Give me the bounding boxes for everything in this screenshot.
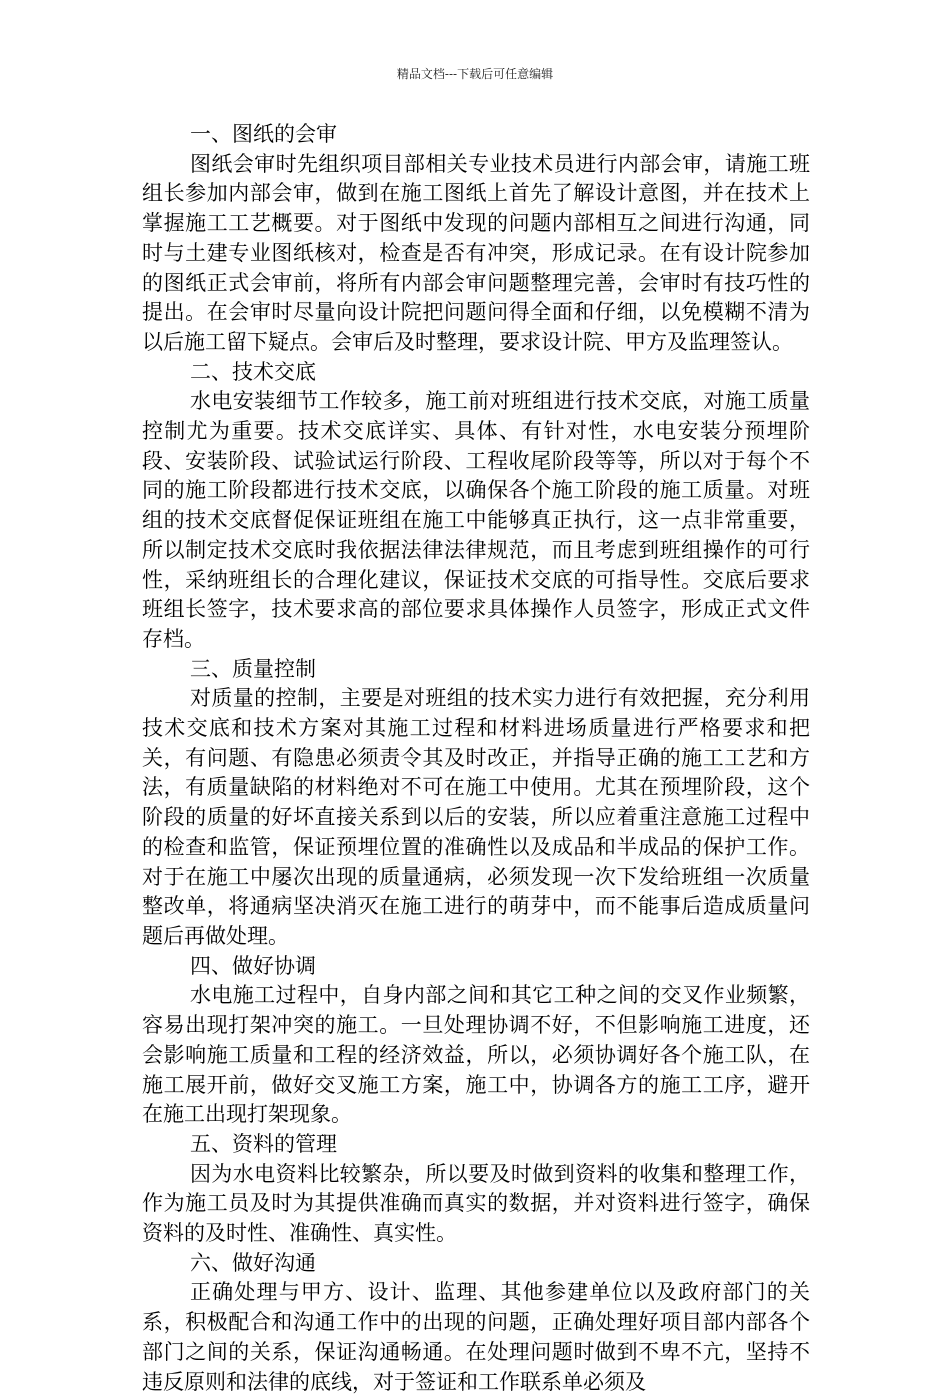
section-heading: 一、图纸的会审	[190, 122, 337, 146]
section-paragraph: 对质量的控制，主要是对班组的技术实力进行有效把握，充分利用技术交底和技术方案对其施工过程和材料进场质量进行严格要求和把关，有问题、有隐患必须责令其及时改正，并指导正确的施工工艺和方法，有质量缺陷的材料绝对不可在施工中使用。尤其在预埋阶段，这个阶段的质量的好坏直接关系到以后的安装，所以应着重注意施工过程中的检查和监管，保证预埋位置的准确性以及成品和半成品的保护工作。对于在施工中屡次出现的质量通病，必须发现一次下发给班组一次质量整改单，将通病坚决消灭在施工进行的萌芽中，而不能事后造成质量问题后再做处理。	[142, 686, 810, 948]
section-coordination	[142, 952, 810, 1130]
section-document-management	[142, 1130, 810, 1249]
section-heading: 六、做好沟通	[190, 1250, 316, 1275]
section-quality-control	[142, 655, 810, 952]
section-paragraph: 正确处理与甲方、设计、监理、其他参建单位以及政府部门的关系，积极配合和沟通工作中的出现的问题，正确处理好项目部内部各个部门之间的关系，保证沟通畅通。在处理问题时做到不卑不亢，坚持不违反原则和法律的底线，对于签证和工作联系单必须及	[142, 1280, 810, 1394]
page-header: 精品文档---下载后可任意编辑	[396, 67, 554, 81]
section-paragraph: 因为水电资料比较繁杂，所以要及时做到资料的收集和整理工作，作为施工员及时为其提供准确而真实的数据，并对资料进行签字，确保资料的及时性、准确性、真实性。	[142, 1161, 810, 1246]
section-heading: 二、技术交底	[190, 359, 316, 384]
section-technical-briefing	[142, 358, 810, 655]
section-heading: 三、质量控制	[190, 656, 316, 681]
section-drawing-review	[142, 120, 810, 358]
section-heading: 五、资料的管理	[190, 1131, 337, 1156]
section-paragraph: 水电施工过程中，自身内部之间和其它工种之间的交叉作业频繁，容易出现打架冲突的施工。一旦处理协调不好，不但影响施工进度，还会影响施工质量和工程的经济效益，所以，必须协调好各个施工队，在施工展开前，做好交叉施工方案，施工中，协调各方的施工工序，避开在施工出现打架现象。	[142, 983, 810, 1127]
section-communication	[142, 1249, 810, 1397]
section-heading: 四、做好协调	[190, 953, 316, 978]
section-paragraph: 水电安装细节工作较多，施工前对班组进行技术交底，对施工质量控制尤为重要。技术交底详实、具体、有针对性，水电安装分预埋阶段、安装阶段、试验试运行阶段、工程收尾阶段等等，所以对于每个不同的施工阶段都进行技术交底，以确保各个施工阶段的施工质量。对班组的技术交底督促保证班组在施工中能够真正执行，这一点非常重要，所以制定技术交底时我依据法律法律规范，而且考虑到班组操作的可行性，采纳班组长的合理化建议，保证技术交底的可指导性。交底后要求班组长签字，技术要求高的部位要求具体操作人员签字，形成正式文件存档。	[142, 389, 810, 651]
document-body	[142, 120, 810, 1397]
section-paragraph: 图纸会审时先组织项目部相关专业技术员进行内部会审，请施工班组长参加内部会审，做到在施工图纸上首先了解设计意图，并在技术上掌握施工工艺概要。对于图纸中发现的问题内部相互之间进行沟通，同时与土建专业图纸核对，检查是否有冲突，形成记录。在有设计院参加的图纸正式会审前，将所有内部会审问题整理完善，会审时有技巧性的提出。在会审时尽量向设计院把问题问得全面和仔细，以免模糊不清为以后施工留下疑点。会审后及时整理，要求设计院、甲方及监理签认。	[142, 151, 810, 354]
